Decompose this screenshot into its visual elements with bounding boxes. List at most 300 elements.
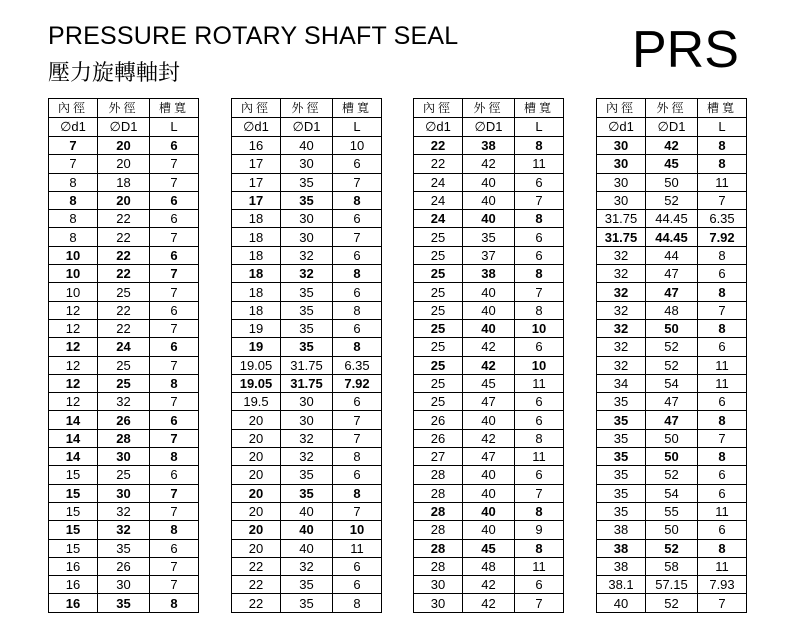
groove-width-cell: 7.93 (698, 576, 747, 594)
inner-diameter-cell: 19.05 (232, 356, 281, 374)
groove-width-cell: 7 (150, 429, 199, 447)
outer-diameter-cell: 20 (98, 155, 150, 173)
groove-width-cell: 6 (698, 393, 747, 411)
table-row (49, 557, 199, 575)
groove-width-cell: 11 (698, 557, 747, 575)
table-row (414, 557, 564, 575)
inner-diameter-cell: 38 (597, 539, 646, 557)
outer-diameter-cell: 57.15 (646, 576, 698, 594)
groove-width-cell: 8 (333, 301, 382, 319)
outer-diameter-cell: 32 (281, 557, 333, 575)
outer-diameter-cell: 35 (281, 594, 333, 612)
outer-diameter-cell: 28 (98, 429, 150, 447)
groove-width-cell: 7 (515, 484, 564, 502)
groove-width-cell: 6 (333, 319, 382, 337)
table-row (232, 228, 382, 246)
size-table-2 (231, 98, 382, 613)
table-row (49, 411, 199, 429)
outer-diameter-cell: 32 (281, 429, 333, 447)
outer-diameter-cell: 48 (463, 557, 515, 575)
col-inner-diameter: 內徑 (49, 99, 98, 118)
inner-diameter-cell: 15 (49, 484, 98, 502)
groove-width-cell: 8 (150, 594, 199, 612)
table-row (414, 319, 564, 337)
inner-diameter-cell: 18 (232, 283, 281, 301)
outer-diameter-cell: 22 (98, 319, 150, 337)
col-groove-symbol: L (698, 118, 747, 137)
groove-width-cell: 7 (333, 502, 382, 520)
groove-width-cell: 6 (150, 338, 199, 356)
groove-width-cell: 6 (333, 576, 382, 594)
outer-diameter-cell: 22 (98, 246, 150, 264)
outer-diameter-cell: 54 (646, 374, 698, 392)
inner-diameter-cell: 24 (414, 191, 463, 209)
table-row (414, 466, 564, 484)
inner-diameter-cell: 32 (597, 338, 646, 356)
inner-diameter-cell: 24 (414, 210, 463, 228)
table-row (232, 594, 382, 612)
table-row (414, 576, 564, 594)
groove-width-cell: 8 (698, 283, 747, 301)
groove-width-cell: 11 (333, 539, 382, 557)
outer-diameter-cell: 22 (98, 301, 150, 319)
groove-width-cell: 7 (515, 191, 564, 209)
table-row (232, 265, 382, 283)
inner-diameter-cell: 35 (597, 502, 646, 520)
inner-diameter-cell: 12 (49, 301, 98, 319)
inner-diameter-cell: 16 (49, 594, 98, 612)
table-row (49, 356, 199, 374)
inner-diameter-cell: 25 (414, 283, 463, 301)
table-row (414, 521, 564, 539)
outer-diameter-cell: 32 (98, 521, 150, 539)
col-inner-symbol: ∅d1 (49, 118, 98, 137)
inner-diameter-cell: 20 (232, 502, 281, 520)
table-row (232, 466, 382, 484)
groove-width-cell: 6 (333, 557, 382, 575)
groove-width-cell: 7 (698, 594, 747, 612)
groove-width-cell: 7 (150, 228, 199, 246)
groove-width-cell: 7 (150, 576, 199, 594)
outer-diameter-cell: 52 (646, 356, 698, 374)
table-row (414, 301, 564, 319)
col-outer-diameter: 外徑 (463, 99, 515, 118)
inner-diameter-cell: 25 (414, 393, 463, 411)
groove-width-cell: 6 (333, 393, 382, 411)
col-outer-diameter: 外徑 (98, 99, 150, 118)
inner-diameter-cell: 25 (414, 356, 463, 374)
col-inner-symbol: ∅d1 (597, 118, 646, 137)
inner-diameter-cell: 18 (232, 301, 281, 319)
table-row (597, 466, 747, 484)
outer-diameter-cell: 20 (98, 191, 150, 209)
groove-width-cell: 8 (515, 301, 564, 319)
table-row (597, 228, 747, 246)
table-row (414, 338, 564, 356)
inner-diameter-cell: 27 (414, 448, 463, 466)
inner-diameter-cell: 19 (232, 338, 281, 356)
inner-diameter-cell: 20 (232, 411, 281, 429)
groove-width-cell: 7 (150, 283, 199, 301)
inner-diameter-cell: 38 (597, 557, 646, 575)
table-row (414, 173, 564, 191)
groove-width-cell: 7 (333, 228, 382, 246)
inner-diameter-cell: 25 (414, 338, 463, 356)
table-row (597, 539, 747, 557)
inner-diameter-cell: 25 (414, 246, 463, 264)
outer-diameter-cell: 44 (646, 246, 698, 264)
groove-width-cell: 7 (150, 265, 199, 283)
outer-diameter-cell: 38 (463, 265, 515, 283)
table-row (49, 448, 199, 466)
col-groove-symbol: L (515, 118, 564, 137)
inner-diameter-cell: 16 (49, 557, 98, 575)
table-row (597, 429, 747, 447)
outer-diameter-cell: 48 (646, 301, 698, 319)
table-row (597, 319, 747, 337)
groove-width-cell: 8 (698, 155, 747, 173)
groove-width-cell: 6 (698, 521, 747, 539)
table-row (232, 191, 382, 209)
inner-diameter-cell: 8 (49, 210, 98, 228)
outer-diameter-cell: 30 (281, 210, 333, 228)
groove-width-cell: 7 (150, 393, 199, 411)
outer-diameter-cell: 18 (98, 173, 150, 191)
inner-diameter-cell: 12 (49, 338, 98, 356)
table-row (597, 557, 747, 575)
inner-diameter-cell: 31.75 (597, 210, 646, 228)
outer-diameter-cell: 35 (281, 283, 333, 301)
outer-diameter-cell: 35 (463, 228, 515, 246)
groove-width-cell: 6 (150, 539, 199, 557)
inner-diameter-cell: 18 (232, 228, 281, 246)
inner-diameter-cell: 15 (49, 502, 98, 520)
groove-width-cell: 6 (333, 466, 382, 484)
inner-diameter-cell: 35 (597, 448, 646, 466)
table-row (232, 521, 382, 539)
groove-width-cell: 6 (698, 466, 747, 484)
inner-diameter-cell: 28 (414, 521, 463, 539)
inner-diameter-cell: 35 (597, 411, 646, 429)
inner-diameter-cell: 14 (49, 429, 98, 447)
outer-diameter-cell: 32 (281, 265, 333, 283)
table-row (232, 319, 382, 337)
inner-diameter-cell: 7 (49, 155, 98, 173)
table-row (597, 338, 747, 356)
col-inner-symbol: ∅d1 (232, 118, 281, 137)
outer-diameter-cell: 40 (463, 210, 515, 228)
inner-diameter-cell: 18 (232, 265, 281, 283)
outer-diameter-cell: 52 (646, 594, 698, 612)
groove-width-cell: 6 (515, 466, 564, 484)
groove-width-cell: 6 (150, 137, 199, 155)
col-groove-width: 槽寬 (515, 99, 564, 118)
outer-diameter-cell: 30 (281, 393, 333, 411)
table-row (49, 484, 199, 502)
groove-width-cell: 6 (150, 210, 199, 228)
inner-diameter-cell: 38 (597, 521, 646, 539)
groove-width-cell: 6 (698, 338, 747, 356)
groove-width-cell: 11 (515, 448, 564, 466)
groove-width-cell: 8 (515, 539, 564, 557)
table-row (232, 246, 382, 264)
table-row (232, 283, 382, 301)
table-row (232, 137, 382, 155)
table-row (414, 137, 564, 155)
outer-diameter-cell: 47 (463, 393, 515, 411)
col-outer-symbol: ∅D1 (281, 118, 333, 137)
outer-diameter-cell: 30 (98, 484, 150, 502)
table-row (232, 374, 382, 392)
outer-diameter-cell: 35 (281, 338, 333, 356)
outer-diameter-cell: 35 (281, 484, 333, 502)
outer-diameter-cell: 54 (646, 484, 698, 502)
inner-diameter-cell: 10 (49, 246, 98, 264)
inner-diameter-cell: 8 (49, 228, 98, 246)
table-row (232, 338, 382, 356)
inner-diameter-cell: 26 (414, 429, 463, 447)
outer-diameter-cell: 40 (463, 191, 515, 209)
groove-width-cell: 11 (698, 374, 747, 392)
outer-diameter-cell: 52 (646, 466, 698, 484)
inner-diameter-cell: 35 (597, 484, 646, 502)
groove-width-cell: 8 (150, 374, 199, 392)
col-outer-symbol: ∅D1 (463, 118, 515, 137)
groove-width-cell: 8 (698, 448, 747, 466)
groove-width-cell: 8 (515, 429, 564, 447)
inner-diameter-cell: 35 (597, 429, 646, 447)
outer-diameter-cell: 45 (463, 539, 515, 557)
outer-diameter-cell: 55 (646, 502, 698, 520)
table-row (597, 594, 747, 612)
outer-diameter-cell: 30 (281, 155, 333, 173)
groove-width-cell: 7 (150, 502, 199, 520)
groove-width-cell: 6 (698, 265, 747, 283)
groove-width-cell: 7 (333, 173, 382, 191)
table-row (232, 429, 382, 447)
inner-diameter-cell: 12 (49, 319, 98, 337)
outer-diameter-cell: 30 (281, 228, 333, 246)
col-outer-symbol: ∅D1 (98, 118, 150, 137)
groove-width-cell: 7 (150, 155, 199, 173)
inner-diameter-cell: 25 (414, 319, 463, 337)
col-outer-symbol: ∅D1 (646, 118, 698, 137)
table-row (232, 502, 382, 520)
table-row (49, 155, 199, 173)
col-outer-diameter: 外徑 (646, 99, 698, 118)
groove-width-cell: 8 (698, 246, 747, 264)
inner-diameter-cell: 18 (232, 246, 281, 264)
col-groove-symbol: L (150, 118, 199, 137)
inner-diameter-cell: 22 (232, 557, 281, 575)
title-chinese: 壓力旋轉軸封 (48, 61, 181, 86)
table-row (597, 246, 747, 264)
groove-width-cell: 8 (333, 338, 382, 356)
table-row (49, 137, 199, 155)
groove-width-cell: 11 (698, 173, 747, 191)
outer-diameter-cell: 26 (98, 411, 150, 429)
groove-width-cell: 6 (515, 393, 564, 411)
groove-width-cell: 6.35 (333, 356, 382, 374)
table-row (49, 228, 199, 246)
groove-width-cell: 8 (333, 484, 382, 502)
groove-width-cell: 6 (515, 576, 564, 594)
inner-diameter-cell: 32 (597, 356, 646, 374)
groove-width-cell: 10 (333, 521, 382, 539)
outer-diameter-cell: 45 (646, 155, 698, 173)
table-row (232, 557, 382, 575)
inner-diameter-cell: 22 (232, 576, 281, 594)
outer-diameter-cell: 40 (281, 502, 333, 520)
inner-diameter-cell: 28 (414, 502, 463, 520)
table-row (49, 502, 199, 520)
inner-diameter-cell: 16 (49, 576, 98, 594)
outer-diameter-cell: 25 (98, 466, 150, 484)
table-row (49, 393, 199, 411)
outer-diameter-cell: 30 (98, 448, 150, 466)
inner-diameter-cell: 10 (49, 265, 98, 283)
inner-diameter-cell: 20 (232, 539, 281, 557)
inner-diameter-cell: 32 (597, 265, 646, 283)
table-row (49, 283, 199, 301)
groove-width-cell: 6 (333, 155, 382, 173)
inner-diameter-cell: 32 (597, 301, 646, 319)
outer-diameter-cell: 31.75 (281, 356, 333, 374)
table-row (49, 429, 199, 447)
groove-width-cell: 11 (698, 502, 747, 520)
inner-diameter-cell: 32 (597, 319, 646, 337)
groove-width-cell: 10 (333, 137, 382, 155)
outer-diameter-cell: 42 (463, 594, 515, 612)
table-row (49, 374, 199, 392)
table-row (597, 173, 747, 191)
outer-diameter-cell: 42 (463, 338, 515, 356)
groove-width-cell: 8 (698, 319, 747, 337)
table-row (414, 411, 564, 429)
outer-diameter-cell: 58 (646, 557, 698, 575)
outer-diameter-cell: 37 (463, 246, 515, 264)
inner-diameter-cell: 18 (232, 210, 281, 228)
inner-diameter-cell: 8 (49, 173, 98, 191)
col-inner-diameter: 內徑 (597, 99, 646, 118)
col-inner-diameter: 內徑 (414, 99, 463, 118)
title-english: PRESSURE ROTARY SHAFT SEAL (48, 22, 459, 50)
groove-width-cell: 6 (698, 484, 747, 502)
outer-diameter-cell: 30 (281, 411, 333, 429)
inner-diameter-cell: 40 (597, 594, 646, 612)
table-row (597, 210, 747, 228)
size-table-3 (413, 98, 564, 613)
inner-diameter-cell: 32 (597, 283, 646, 301)
table-row (414, 539, 564, 557)
table-row (414, 228, 564, 246)
groove-width-cell: 7 (150, 319, 199, 337)
outer-diameter-cell: 32 (98, 393, 150, 411)
table-row (414, 374, 564, 392)
outer-diameter-cell: 35 (98, 539, 150, 557)
outer-diameter-cell: 40 (463, 319, 515, 337)
groove-width-cell: 8 (698, 411, 747, 429)
outer-diameter-cell: 40 (281, 521, 333, 539)
inner-diameter-cell: 20 (232, 466, 281, 484)
outer-diameter-cell: 47 (463, 448, 515, 466)
groove-width-cell: 6.35 (698, 210, 747, 228)
inner-diameter-cell: 30 (597, 137, 646, 155)
groove-width-cell: 6 (333, 283, 382, 301)
groove-width-cell: 7 (698, 191, 747, 209)
groove-width-cell: 6 (150, 246, 199, 264)
outer-diameter-cell: 42 (463, 155, 515, 173)
groove-width-cell: 7 (150, 484, 199, 502)
outer-diameter-cell: 31.75 (281, 374, 333, 392)
groove-width-cell: 11 (698, 356, 747, 374)
groove-width-cell: 6 (515, 411, 564, 429)
groove-width-cell: 6 (333, 210, 382, 228)
groove-width-cell: 8 (150, 448, 199, 466)
outer-diameter-cell: 47 (646, 411, 698, 429)
inner-diameter-cell: 14 (49, 448, 98, 466)
groove-width-cell: 6 (515, 338, 564, 356)
table-row (414, 594, 564, 612)
groove-width-cell: 8 (333, 191, 382, 209)
inner-diameter-cell: 35 (597, 393, 646, 411)
inner-diameter-cell: 28 (414, 557, 463, 575)
groove-width-cell: 7 (150, 356, 199, 374)
table-row (232, 411, 382, 429)
inner-diameter-cell: 30 (414, 594, 463, 612)
groove-width-cell: 6 (515, 228, 564, 246)
inner-diameter-cell: 8 (49, 191, 98, 209)
table-row (597, 155, 747, 173)
groove-width-cell: 7 (698, 301, 747, 319)
table-row (232, 576, 382, 594)
table-row (597, 502, 747, 520)
groove-width-cell: 10 (515, 356, 564, 374)
inner-diameter-cell: 12 (49, 393, 98, 411)
outer-diameter-cell: 40 (463, 502, 515, 520)
groove-width-cell: 8 (150, 521, 199, 539)
inner-diameter-cell: 35 (597, 466, 646, 484)
outer-diameter-cell: 35 (281, 173, 333, 191)
table-row (49, 265, 199, 283)
inner-diameter-cell: 15 (49, 521, 98, 539)
inner-diameter-cell: 20 (232, 429, 281, 447)
size-table-1 (48, 98, 199, 613)
size-table-4 (596, 98, 747, 613)
outer-diameter-cell: 24 (98, 338, 150, 356)
outer-diameter-cell: 22 (98, 210, 150, 228)
table-row (49, 466, 199, 484)
col-groove-width: 槽寬 (333, 99, 382, 118)
inner-diameter-cell: 10 (49, 283, 98, 301)
inner-diameter-cell: 12 (49, 356, 98, 374)
table-row (597, 301, 747, 319)
inner-diameter-cell: 28 (414, 539, 463, 557)
groove-width-cell: 6 (150, 411, 199, 429)
inner-diameter-cell: 15 (49, 466, 98, 484)
inner-diameter-cell: 30 (597, 173, 646, 191)
table-row (49, 191, 199, 209)
inner-diameter-cell: 22 (232, 594, 281, 612)
groove-width-cell: 6 (515, 246, 564, 264)
outer-diameter-cell: 35 (281, 191, 333, 209)
outer-diameter-cell: 50 (646, 521, 698, 539)
groove-width-cell: 8 (333, 265, 382, 283)
outer-diameter-cell: 32 (98, 502, 150, 520)
table-row (414, 448, 564, 466)
outer-diameter-cell: 25 (98, 374, 150, 392)
outer-diameter-cell: 35 (281, 466, 333, 484)
